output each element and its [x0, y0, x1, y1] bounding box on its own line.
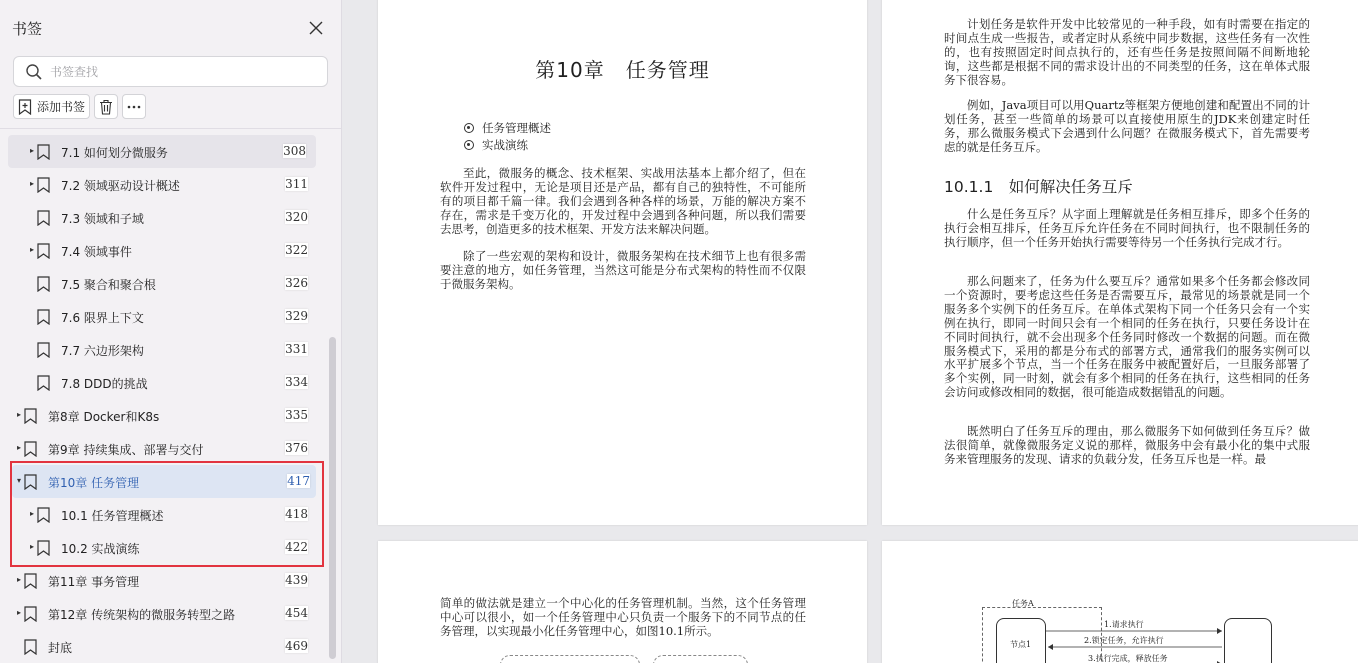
collapse-arrow-icon[interactable]: ▾ [16, 476, 21, 485]
diagram-label: 3.执行完成，释放任务 [1088, 654, 1168, 663]
pdf-page [378, 0, 867, 525]
bookmark-page-number: 439 [285, 573, 308, 587]
expand-arrow-icon[interactable]: ▸ [29, 245, 34, 254]
bookmark-label: 封底 [48, 641, 73, 655]
bookmark-icon [24, 606, 37, 622]
bookmark-panel [0, 0, 342, 663]
paragraph: 那么问题来了，任务为什么要互斥？通常如果多个任务都会修改同一个资源时，要考虑这些任务是否需要互斥，最常见的场景就是同一个服务多个实例下的任务互斥。在单体式架构下同一个任务只会有一个实例在执行，即同一时间只会有一个相同的任务在执行，只要任务设计在不同时间执行，就不会出现多个任务同时修改一个数据的问题。而在微服务模式下，采用的都是分布式的部署方式，通常我们的服务实例可以水平扩展多个节点，当一个任务在服务中被配置好后，一旦服务部署了多个实例，同一时刻，就会有多个相同的任务在执行，这些相同的任务会访问或修改相同的数据，很可能造成数据错乱的问题。 [944, 274, 1310, 400]
pdf-page [378, 541, 867, 663]
bookmark-icon [24, 474, 37, 490]
diagram-label: 节点1 [1010, 640, 1032, 649]
bookmark-item[interactable] [12, 465, 316, 498]
bookmark-item[interactable] [0, 366, 326, 399]
bookmark-page-number: 331 [285, 342, 308, 356]
diagram-label: 任务A [1012, 599, 1034, 608]
bookmark-icon [37, 507, 50, 523]
paragraph: 计划任务是软件开发中比较常见的一种手段，如有时需要在指定的时间点生成一些报告，或者定时从系统中同步数据，这些任务有一次性的，也有按照固定时间点执行的，还有些任务是按照间隔不间断地轮询，这些都是根据不同的需求设计出的不同类型的任务，这在单体式服务下很容易。 [944, 17, 1310, 87]
add-bookmark-icon [18, 99, 32, 115]
bookmark-item[interactable] [8, 135, 316, 168]
diagram-shape [653, 655, 748, 663]
bookmark-item[interactable] [0, 531, 326, 564]
document-view[interactable] [342, 0, 1358, 663]
diagram-label: 1.请求执行 [1104, 620, 1144, 629]
bookmark-search[interactable] [13, 56, 328, 87]
add-bookmark-label: 添加书签 [36, 100, 85, 114]
bookmark-page-number: 308 [283, 144, 306, 158]
bookmark-label: 7.3 领域和子域 [61, 212, 144, 226]
bookmark-item[interactable] [0, 399, 326, 432]
bookmark-icon [24, 441, 37, 457]
bookmark-icon [37, 243, 50, 259]
bookmark-icon [37, 309, 50, 325]
bookmark-page-number: 454 [285, 606, 308, 620]
pdf-page [882, 0, 1358, 525]
bookmark-label: 7.2 领域驱动设计概述 [61, 179, 180, 193]
bookmark-list [0, 135, 326, 663]
bookmark-label: 7.6 限界上下文 [61, 311, 144, 325]
paragraph: 什么是任务互斥？从字面上理解就是任务相互排斥，即多个任务的执行会相互排斥，任务互斥允许任务在不同时间执行，也不限制任务的执行顺序，但一个任务开始执行需要等待另一个任务执行完成才行。 [944, 207, 1310, 249]
expand-arrow-icon[interactable]: ▸ [16, 575, 21, 584]
expand-arrow-icon[interactable]: ▸ [29, 146, 34, 155]
bookmark-page-number: 418 [285, 507, 308, 521]
bookmark-page-number: 376 [285, 441, 308, 455]
bookmark-label: 第12章 传统架构的微服务转型之路 [48, 608, 236, 622]
bookmark-label: 第10章 任务管理 [48, 476, 140, 490]
bookmark-label: 第8章 Docker和K8s [48, 410, 160, 424]
paragraph: 简单的做法就是建立一个中心化的任务管理机制。当然，这个任务管理中心可以很小，如一个任务管理中心只负责一个服务下的不同节点的任务管理，以实现最小化任务管理中心，如图10.1所示。 [440, 596, 806, 638]
bookmark-page-number: 469 [285, 639, 308, 653]
bookmark-item[interactable] [0, 234, 326, 267]
diagram-node [1224, 618, 1272, 663]
panel-title: 书签 [12, 20, 43, 38]
more-icon [127, 105, 141, 109]
bookmark-label: 10.1 任务管理概述 [61, 509, 164, 523]
chapter-toc [464, 120, 551, 154]
bookmark-label: 7.8 DDD的挑战 [61, 377, 148, 391]
paragraph: 除了一些宏观的架构和设计，微服务架构在技术细节上也有很多需要注意的地方，如任务管理，当然这可能是分布式架构的特性而不仅限于微服务架构。 [440, 249, 806, 291]
bookmark-icon [37, 210, 50, 226]
bookmark-item[interactable] [0, 267, 326, 300]
bookmark-icon [24, 573, 37, 589]
toc-item: 任务管理概述 [464, 120, 551, 137]
expand-arrow-icon[interactable]: ▸ [29, 509, 34, 518]
bookmark-toolbar [13, 94, 146, 119]
bookmark-icon [37, 144, 50, 160]
expand-arrow-icon[interactable]: ▸ [29, 542, 34, 551]
divider [0, 128, 341, 129]
section-title: 10.1.1 如何解决任务互斥 [944, 178, 1133, 196]
bookmark-label: 第9章 持续集成、部署与交付 [48, 443, 204, 457]
bookmark-icon [37, 375, 50, 391]
bookmark-page-number: 329 [285, 309, 308, 323]
bookmark-icon [24, 639, 37, 655]
bookmark-page-number: 311 [285, 177, 308, 191]
bookmark-item[interactable] [0, 432, 326, 465]
search-input[interactable] [50, 62, 320, 82]
pdf-page [882, 541, 1358, 663]
expand-arrow-icon[interactable]: ▸ [16, 410, 21, 419]
bookmark-item[interactable] [0, 333, 326, 366]
bookmark-label: 第11章 事务管理 [48, 575, 140, 589]
bookmark-page-number: 326 [285, 276, 308, 290]
expand-arrow-icon[interactable]: ▸ [16, 608, 21, 617]
close-icon[interactable] [306, 18, 326, 38]
bookmark-icon [37, 276, 50, 292]
bookmark-icon [37, 177, 50, 193]
add-bookmark-button[interactable] [13, 94, 90, 119]
bookmark-item[interactable] [0, 168, 326, 201]
bookmark-label: 7.4 领域事件 [61, 245, 132, 259]
bookmark-page-number: 334 [285, 375, 308, 389]
bookmark-label: 10.2 实战演练 [61, 542, 140, 556]
bookmark-item[interactable] [0, 630, 326, 663]
bookmark-item[interactable] [0, 300, 326, 333]
paragraph: 例如，Java项目可以用Quartz等框架方便地创建和配置出不同的计划任务，甚至一些简单的场景可以直接使用原生的JDK来创建定时任务，那么微服务模式下会遇到什么问题？在微服务模式下，首先需要考虑的就是任务互斥。 [944, 98, 1310, 154]
bookmark-label: 7.1 如何划分微服务 [61, 146, 168, 160]
bookmark-icon [37, 540, 50, 556]
bookmark-page-number: 322 [285, 243, 308, 257]
bookmark-icon [37, 342, 50, 358]
bookmark-item[interactable] [0, 498, 326, 531]
bookmark-item[interactable] [0, 201, 326, 234]
bookmark-icon [24, 408, 37, 424]
search-icon [25, 63, 43, 81]
more-options-button[interactable] [122, 94, 146, 119]
sidebar-scrollbar[interactable] [329, 337, 336, 659]
delete-bookmark-button[interactable] [94, 94, 118, 119]
bookmark-page-number: 335 [285, 408, 308, 422]
trash-icon [99, 99, 113, 115]
bookmark-page-number: 417 [287, 474, 310, 488]
bookmark-page-number: 320 [285, 210, 308, 224]
bookmark-page-number: 422 [285, 540, 308, 554]
expand-arrow-icon[interactable]: ▸ [29, 179, 34, 188]
bookmark-item[interactable] [0, 597, 326, 630]
paragraph: 既然明白了任务互斥的理由，那么微服务下如何做到任务互斥？做法很简单，就像微服务定义说的那样，微服务中会有最小化的集中式服务来管理服务的发现、请求的负载分发，任务互斥也是一样。最 [944, 424, 1310, 466]
toc-item: 实战演练 [464, 137, 551, 154]
diagram-shape [500, 655, 640, 663]
expand-arrow-icon[interactable]: ▸ [16, 443, 21, 452]
bookmark-item[interactable] [0, 564, 326, 597]
chapter-title: 第10章 任务管理 [535, 58, 710, 82]
diagram-label: 2.锁定任务，允许执行 [1084, 636, 1164, 645]
bookmark-label: 7.7 六边形架构 [61, 344, 144, 358]
paragraph: 至此，微服务的概念、技术框架、实战用法基本上都介绍了，但在软件开发过程中，无论是项目还是产品，都有自己的独特性，不可能所有的项目都千篇一律。我们会遇到各种各样的场景，万能的解决方案不存在，需求是千变万化的，开发过程中会遇到各种问题，所以我们需要去思考，创造更多的技术框架、开发方法来解决问题。 [440, 166, 806, 236]
bookmark-label: 7.5 聚合和聚合根 [61, 278, 156, 292]
